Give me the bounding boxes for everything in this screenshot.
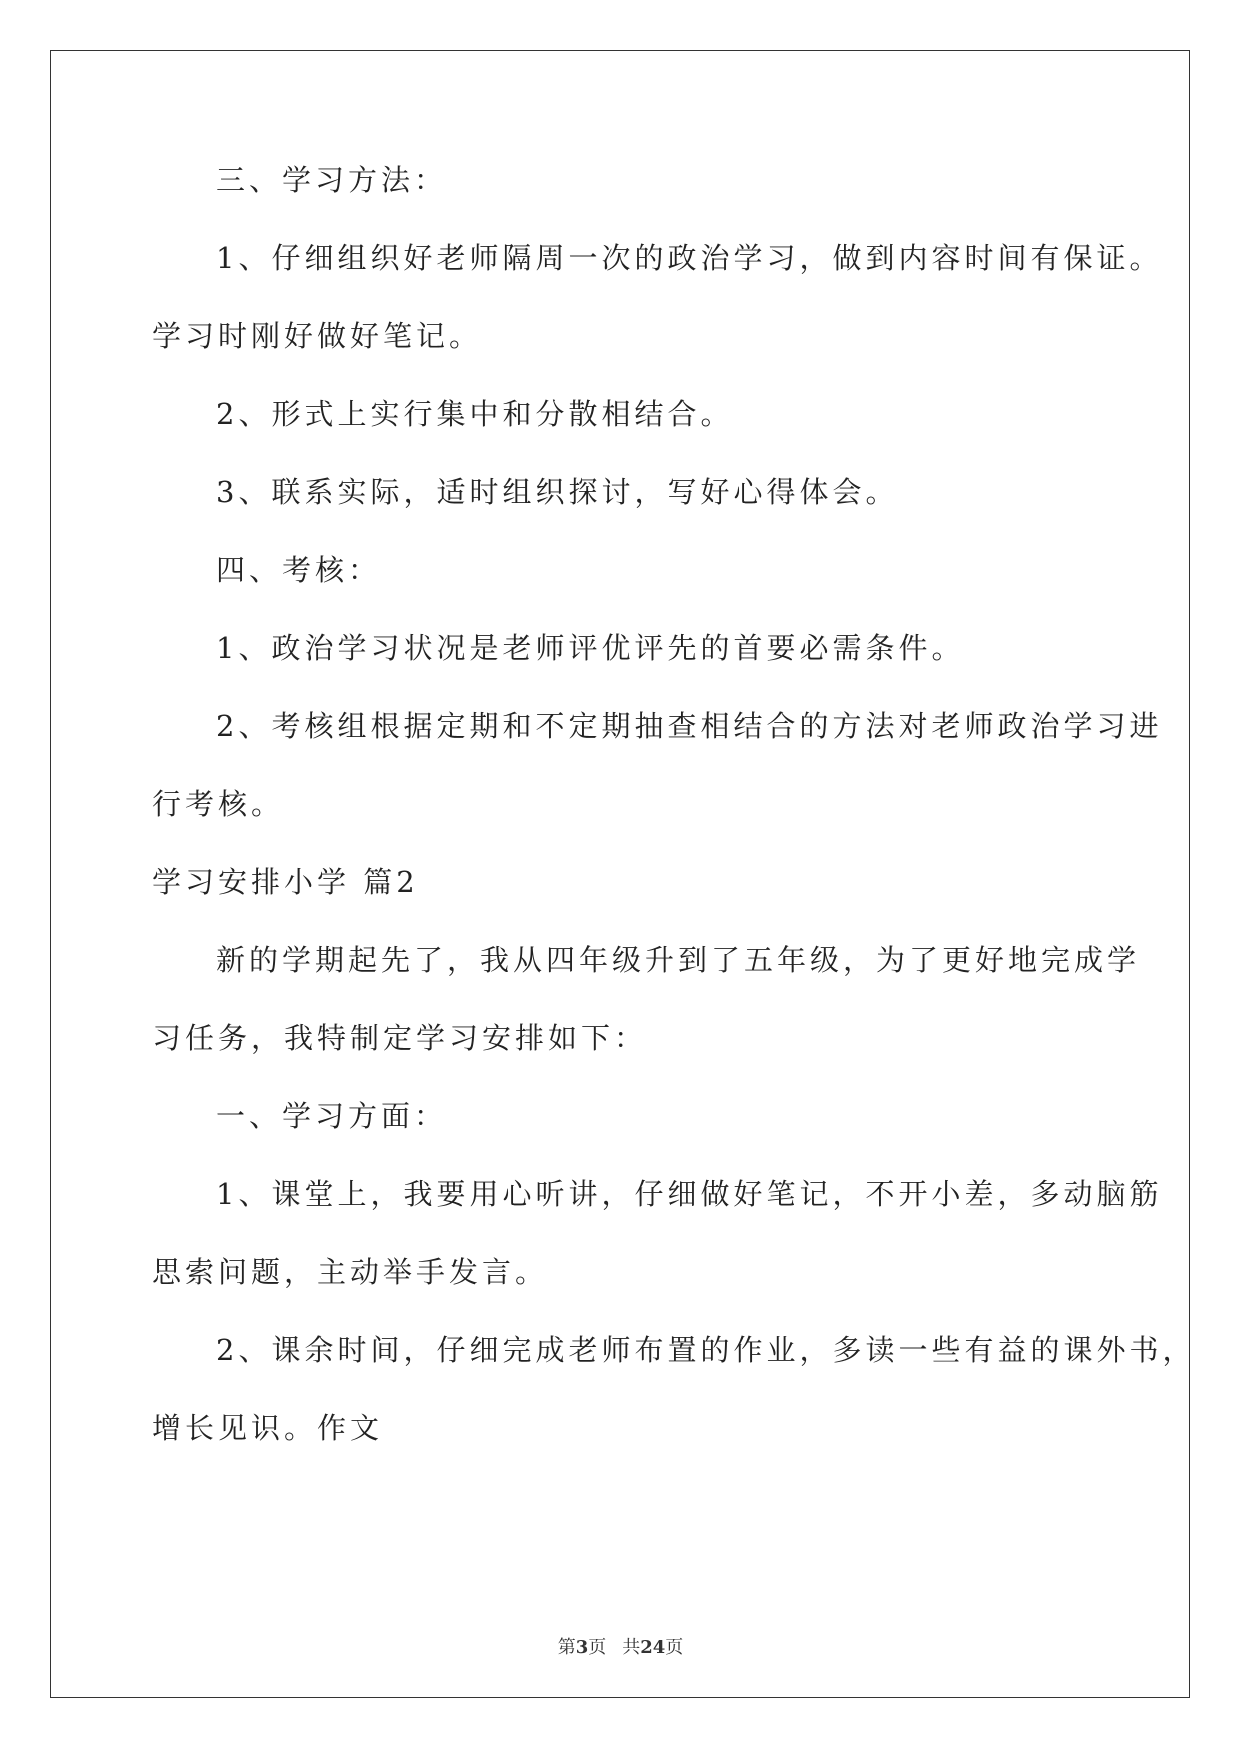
document-body [152,163,1196,1490]
paragraph-line: 3、联系实际，适时组织探讨，写好心得体会。 [216,475,899,509]
total-prefix: 共 [622,1637,641,1658]
section-heading: 学习安排小学 篇2 [152,865,419,899]
paragraph-line: 2、课余时间，仔细完成老师布置的作业，多读一些有益的课外书， [216,1333,1196,1367]
paragraph-line: 1、课堂上，我要用心听讲，仔细做好笔记，不开小差，多动脑筋 [216,1177,1163,1211]
paragraph-line: 新的学期起先了，我从四年级升到了五年级，为了更好地完成学 [216,943,1141,977]
page-prefix: 第 [557,1637,576,1658]
paragraph-line: 思索问题，主动举手发言。 [152,1255,549,1289]
paragraph-line: 增长见识。作文 [152,1411,384,1445]
total-suffix: 页 [665,1637,684,1658]
paragraph-line: 一、学习方面： [216,1099,448,1133]
paragraph-line: 2、考核组根据定期和不定期抽查相结合的方法对老师政治学习进 [216,709,1163,743]
page-footer [0,1633,1241,1659]
paragraph-line: 1、仔细组织好老师隔周一次的政治学习，做到内容时间有保证。 [216,241,1163,275]
paragraph-line: 1、政治学习状况是老师评优评先的首要必需条件。 [216,631,965,665]
paragraph-line: 学习时刚好做好笔记。 [152,319,483,353]
page-number-total: 24 [640,1637,666,1658]
paragraph-line: 习任务，我特制定学习安排如下： [152,1021,648,1055]
paragraph-line: 行考核。 [152,787,285,821]
paragraph-line: 四、考核： [216,553,382,587]
page-number-current: 3 [575,1637,589,1658]
paragraph-line: 三、学习方法： [216,163,448,197]
page-suffix: 页 [588,1637,607,1658]
paragraph-line: 2、形式上实行集中和分散相结合。 [216,397,734,431]
